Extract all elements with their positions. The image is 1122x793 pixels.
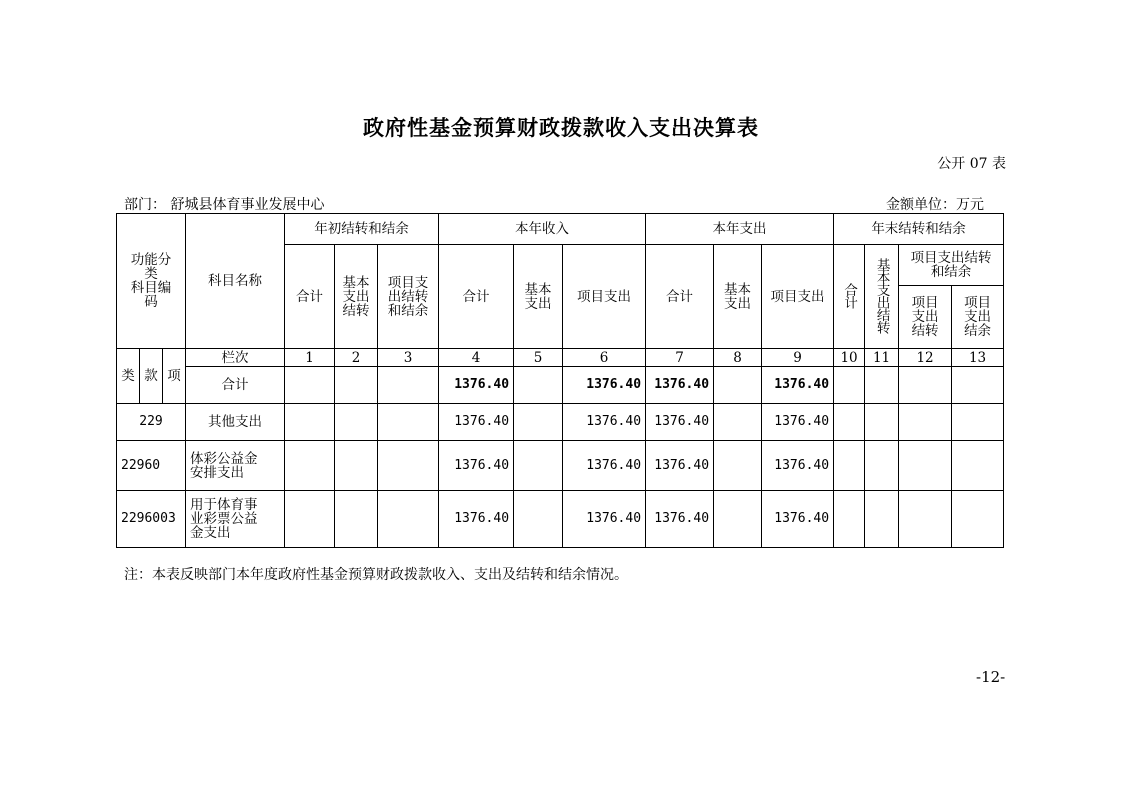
total-c12 [899, 367, 952, 404]
total-c9: 1376.40 [762, 367, 834, 404]
col-num: 9 [762, 349, 834, 367]
page-title: 政府性基金预算财政拨款收入支出决算表 [363, 116, 759, 140]
col-num: 1 [285, 349, 335, 367]
row-name: 用于体育事 业彩票公益 金支出 [186, 491, 285, 548]
page-number: -12- [976, 668, 1006, 686]
col-num: 4 [439, 349, 514, 367]
row-c6: 1376.40 [563, 404, 646, 441]
row-c4: 1376.40 [439, 441, 514, 491]
xiang-header: 项 [163, 349, 186, 404]
total-label: 合计 [186, 367, 285, 404]
total-c3 [378, 367, 439, 404]
col-num: 13 [952, 349, 1004, 367]
row-code: 2296003 [117, 491, 186, 548]
department [124, 194, 324, 214]
header-row-1 [117, 214, 1004, 245]
row-name: 其他支出 [186, 404, 285, 441]
department-name: 舒城县体育事业发展中心 [170, 197, 325, 213]
income-project-header: 项目支出 [563, 245, 646, 349]
column-number-row [117, 349, 1004, 367]
end-project-group-header: 项目支出结转 和结余 [899, 245, 1004, 286]
income-basic-header: 基本 支出 [514, 245, 563, 349]
row-c7: 1376.40 [646, 404, 714, 441]
row-c9: 1376.40 [762, 491, 834, 548]
func-code-header: 功能分 类 科目编 码 [117, 214, 186, 349]
total-c13 [952, 367, 1004, 404]
col-num: 12 [899, 349, 952, 367]
expense-basic-header: 基本 支出 [714, 245, 762, 349]
col-num: 7 [646, 349, 714, 367]
total-c6: 1376.40 [563, 367, 646, 404]
expense-project-header: 项目支出 [762, 245, 834, 349]
total-c11 [865, 367, 899, 404]
row-code: 229 [117, 404, 186, 441]
begin-project-header: 项目支 出结转 和结余 [378, 245, 439, 349]
col-num: 5 [514, 349, 563, 367]
budget-table [116, 213, 1004, 548]
begin-basic-header: 基本 支出 结转 [335, 245, 378, 349]
total-row [117, 367, 1004, 404]
col-num: 3 [378, 349, 439, 367]
total-c1 [285, 367, 335, 404]
row-code: 22960 [117, 441, 186, 491]
table-row [117, 491, 1004, 548]
total-c10 [834, 367, 865, 404]
expense-total-header: 合计 [646, 245, 714, 349]
lei-header: 类 [117, 349, 140, 404]
department-label: 部门： [124, 197, 166, 213]
total-c7: 1376.40 [646, 367, 714, 404]
row-c7: 1376.40 [646, 441, 714, 491]
end-project-carry-header: 项目 支出 结转 [899, 286, 952, 349]
lanci-label: 栏次 [186, 349, 285, 367]
end-balance-header: 年末结转和结余 [834, 214, 1004, 245]
income-total-header: 合计 [439, 245, 514, 349]
col-num: 8 [714, 349, 762, 367]
total-c5 [514, 367, 563, 404]
row-c4: 1376.40 [439, 404, 514, 441]
row-c6: 1376.40 [563, 441, 646, 491]
expense-header: 本年支出 [646, 214, 834, 245]
table-row [117, 404, 1004, 441]
col-num: 6 [563, 349, 646, 367]
col-num: 11 [865, 349, 899, 367]
col-num: 2 [335, 349, 378, 367]
total-c2 [335, 367, 378, 404]
total-c8 [714, 367, 762, 404]
row-name: 体彩公益金 安排支出 [186, 441, 285, 491]
footnote: 注：本表反映部门本年度政府性基金预算财政拨款收入、支出及结转和结余情况。 [124, 567, 628, 583]
table-row [117, 441, 1004, 491]
row-c9: 1376.40 [762, 441, 834, 491]
subject-name-header: 科目名称 [186, 214, 285, 349]
begin-balance-header: 年初结转和结余 [285, 214, 439, 245]
end-basic-header: 基本支出结转 [865, 245, 899, 349]
kuan-header: 款 [140, 349, 163, 404]
col-num: 10 [834, 349, 865, 367]
row-c4: 1376.40 [439, 491, 514, 548]
row-c9: 1376.40 [762, 404, 834, 441]
form-number: 公开 07 表 [937, 156, 1006, 172]
row-c6: 1376.40 [563, 491, 646, 548]
total-c4: 1376.40 [439, 367, 514, 404]
end-project-surplus-header: 项目 支出 结余 [952, 286, 1004, 349]
begin-total-header: 合计 [285, 245, 335, 349]
end-total-header: 合计 [834, 245, 865, 349]
amount-unit: 金额单位：万元 [886, 197, 984, 213]
income-header: 本年收入 [439, 214, 646, 245]
row-c7: 1376.40 [646, 491, 714, 548]
